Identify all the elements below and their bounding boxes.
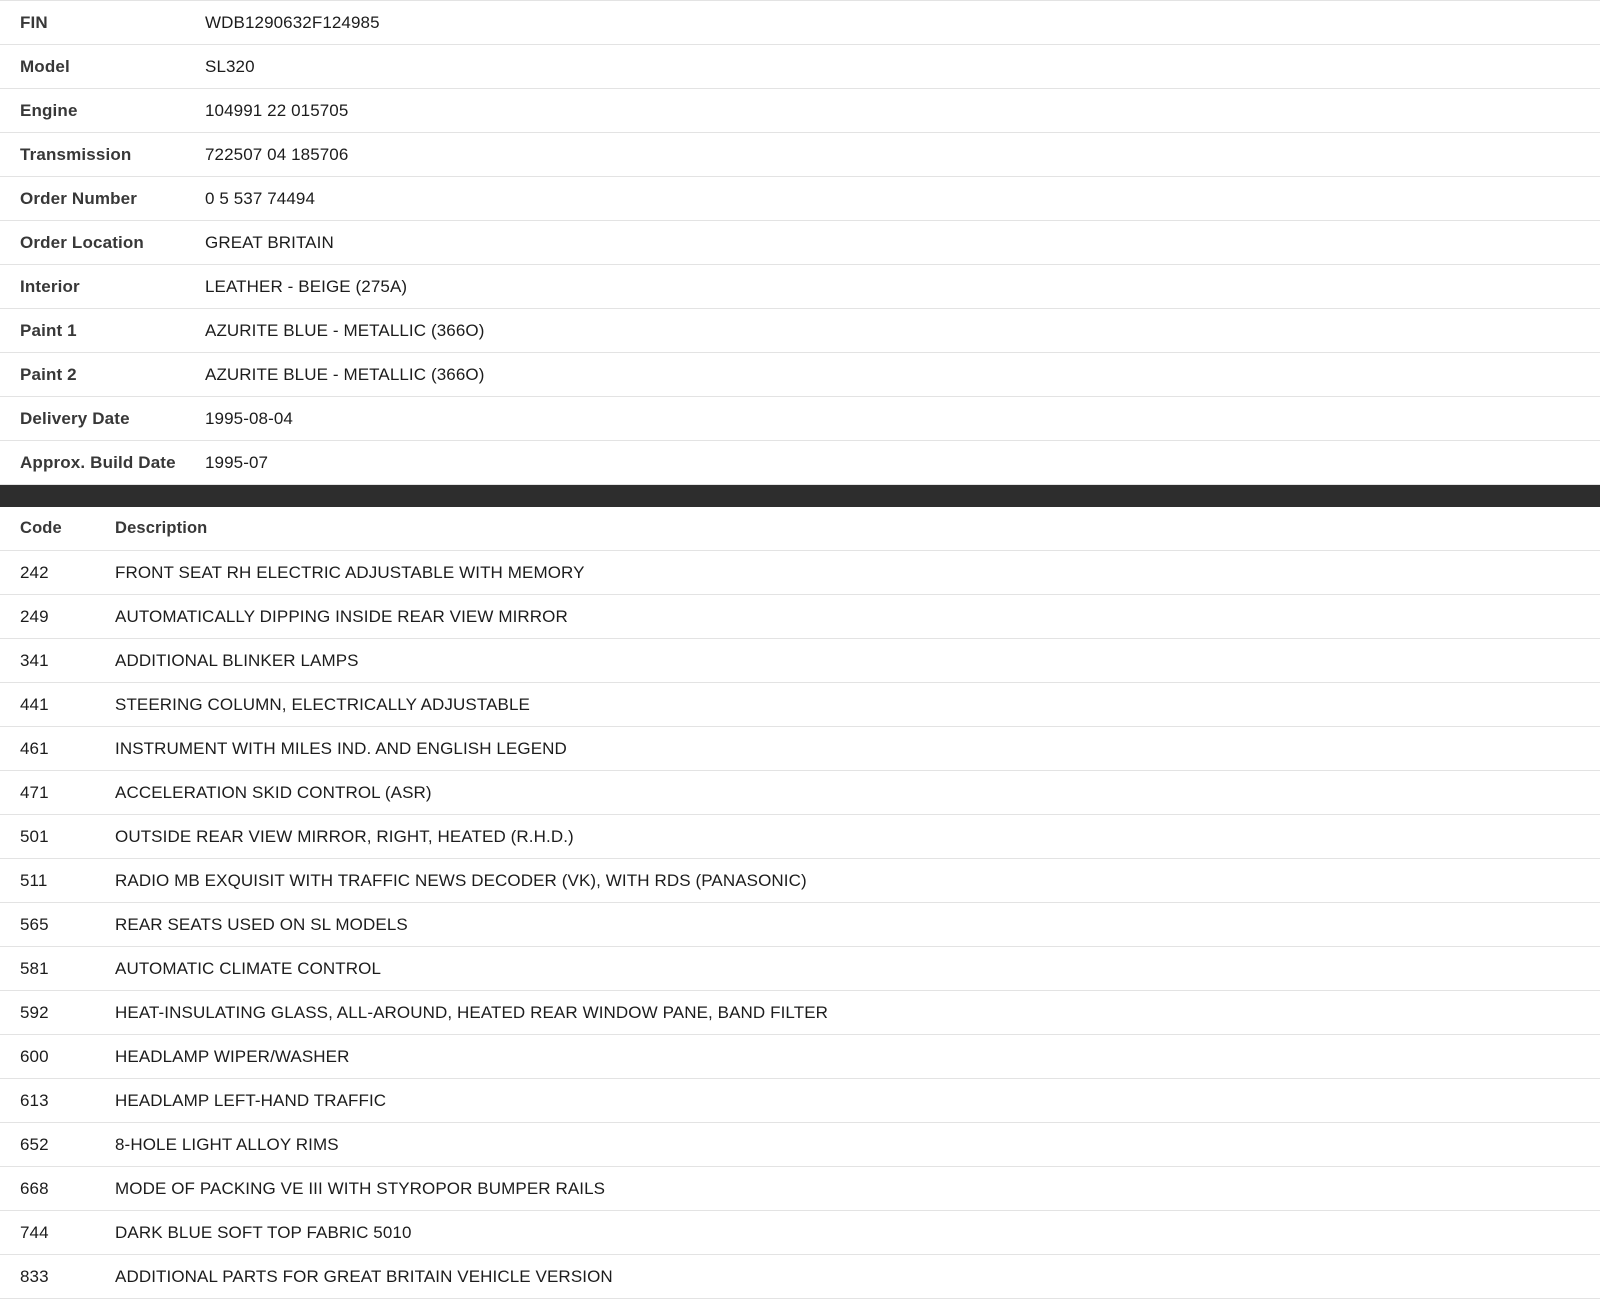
spec-value: 104991 22 015705 — [205, 101, 349, 120]
table-row — [0, 1211, 1600, 1255]
option-description: ADDITIONAL BLINKER LAMPS — [115, 651, 359, 670]
spec-row — [0, 397, 1600, 441]
table-row — [0, 551, 1600, 595]
option-code: 249 — [20, 607, 49, 626]
spec-value: AZURITE BLUE - METALLIC (366O) — [205, 365, 485, 384]
spec-row — [0, 265, 1600, 309]
spec-value: LEATHER - BEIGE (275A) — [205, 277, 408, 296]
option-description: REAR SEATS USED ON SL MODELS — [115, 915, 408, 934]
spec-value: 722507 04 185706 — [205, 145, 349, 164]
option-description: 8-HOLE LIGHT ALLOY RIMS — [115, 1135, 339, 1154]
spec-row — [0, 133, 1600, 177]
spec-row — [0, 89, 1600, 133]
option-code: 341 — [20, 651, 49, 670]
spec-row — [0, 221, 1600, 265]
spec-label: Transmission — [20, 145, 132, 164]
option-description: RADIO MB EXQUISIT WITH TRAFFIC NEWS DECODER (VK), WITH RDS (PANASONIC) — [115, 871, 807, 890]
option-code: 600 — [20, 1047, 49, 1066]
option-code: 565 — [20, 915, 49, 934]
spec-row — [0, 441, 1600, 485]
option-description: AUTOMATICALLY DIPPING INSIDE REAR VIEW MIRROR — [115, 607, 568, 626]
option-code: 441 — [20, 695, 49, 714]
option-code: 833 — [20, 1267, 49, 1286]
option-code: 471 — [20, 783, 49, 802]
option-code: 592 — [20, 1003, 49, 1022]
table-row — [0, 903, 1600, 947]
spec-value: WDB1290632F124985 — [205, 13, 380, 32]
table-row — [0, 1123, 1600, 1167]
option-code: 501 — [20, 827, 49, 846]
spec-value: SL320 — [205, 57, 255, 76]
vehicle-spec-table — [0, 0, 1600, 485]
spec-label: Approx. Build Date — [20, 453, 176, 472]
spec-label: Paint 2 — [20, 365, 77, 384]
option-codes-header-row — [0, 507, 1600, 551]
option-description: FRONT SEAT RH ELECTRIC ADJUSTABLE WITH MEMORY — [115, 563, 585, 582]
option-code: 461 — [20, 739, 49, 758]
option-code: 581 — [20, 959, 49, 978]
table-row — [0, 1079, 1600, 1123]
table-row — [0, 859, 1600, 903]
section-divider — [0, 485, 1600, 507]
table-row — [0, 815, 1600, 859]
option-description: DARK BLUE SOFT TOP FABRIC 5010 — [115, 1223, 412, 1242]
spec-label: Paint 1 — [20, 321, 77, 340]
option-description: AUTOMATIC CLIMATE CONTROL — [115, 959, 382, 978]
table-row — [0, 1255, 1600, 1299]
spec-row — [0, 45, 1600, 89]
option-code: 511 — [20, 871, 48, 890]
option-code: 242 — [20, 563, 49, 582]
column-header-code: Code — [20, 519, 62, 537]
spec-value: AZURITE BLUE - METALLIC (366O) — [205, 321, 485, 340]
option-description: HEADLAMP WIPER/WASHER — [115, 1047, 350, 1066]
spec-value: 0 5 537 74494 — [205, 189, 316, 208]
spec-label: Order Number — [20, 189, 138, 208]
vehicle-spec-body — [0, 1, 1600, 485]
option-codes-header — [0, 507, 1600, 551]
option-description: STEERING COLUMN, ELECTRICALLY ADJUSTABLE — [115, 695, 530, 714]
spec-label: Order Location — [20, 233, 144, 252]
option-description: ACCELERATION SKID CONTROL (ASR) — [115, 783, 432, 802]
spec-value: 1995-07 — [205, 453, 269, 472]
spec-row — [0, 353, 1600, 397]
table-row — [0, 595, 1600, 639]
option-description: OUTSIDE REAR VIEW MIRROR, RIGHT, HEATED (R.H.D.) — [115, 827, 574, 846]
table-row — [0, 991, 1600, 1035]
spec-value: GREAT BRITAIN — [205, 233, 334, 252]
spec-value: 1995-08-04 — [205, 409, 293, 428]
table-row — [0, 771, 1600, 815]
spec-label: Model — [20, 57, 70, 76]
option-description: MODE OF PACKING VE III WITH STYROPOR BUMPER RAILS — [115, 1179, 606, 1198]
spec-label: Interior — [20, 277, 80, 296]
table-row — [0, 727, 1600, 771]
option-code: 613 — [20, 1091, 49, 1110]
spec-label: Delivery Date — [20, 409, 130, 428]
spec-label: Engine — [20, 101, 78, 120]
spec-row — [0, 309, 1600, 353]
spec-row — [0, 1, 1600, 45]
table-row — [0, 1035, 1600, 1079]
option-codes-body — [0, 551, 1600, 1299]
table-row — [0, 639, 1600, 683]
column-header-description: Description — [115, 519, 208, 537]
option-code: 744 — [20, 1223, 49, 1242]
table-row — [0, 683, 1600, 727]
spec-row — [0, 177, 1600, 221]
spec-label: FIN — [20, 13, 48, 32]
option-description: INSTRUMENT WITH MILES IND. AND ENGLISH LEGEND — [115, 739, 567, 758]
option-code: 652 — [20, 1135, 49, 1154]
option-description: HEAT-INSULATING GLASS, ALL-AROUND, HEATED REAR WINDOW PANE, BAND FILTER — [115, 1003, 829, 1022]
table-row — [0, 947, 1600, 991]
option-description: HEADLAMP LEFT-HAND TRAFFIC — [115, 1091, 387, 1110]
option-codes-table — [0, 507, 1600, 1299]
option-description: ADDITIONAL PARTS FOR GREAT BRITAIN VEHICLE VERSION — [115, 1267, 613, 1286]
option-code: 668 — [20, 1179, 49, 1198]
table-row — [0, 1167, 1600, 1211]
